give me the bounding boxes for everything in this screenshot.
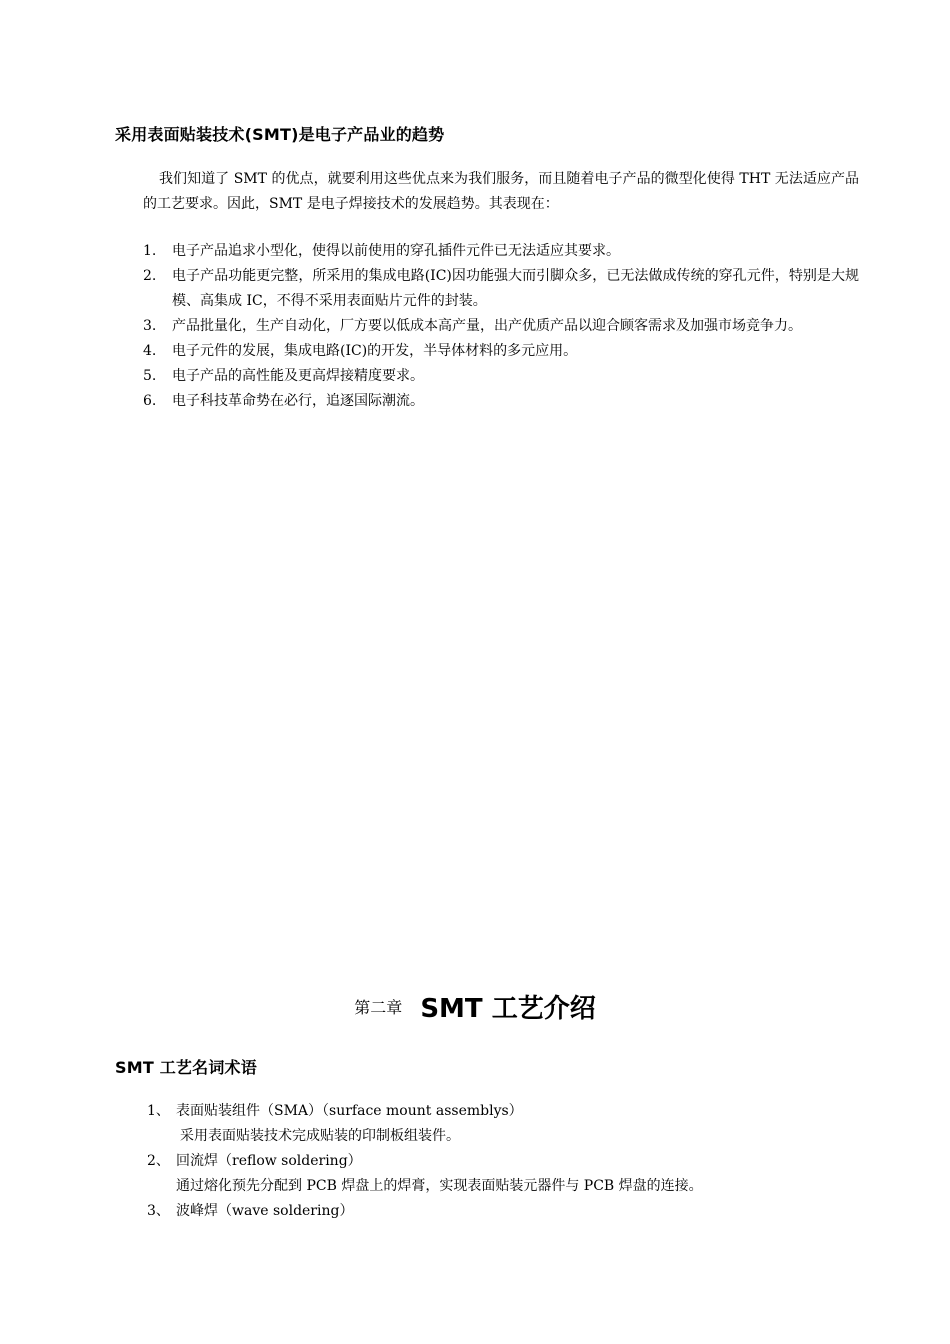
section-title-smt-trend: 采用表面贴装技术(SMT)是电子产品业的趋势 xyxy=(115,125,445,144)
list-item xyxy=(143,314,859,339)
list-item-text: 电子产品的高性能及更高焊接精度要求。 xyxy=(172,368,424,384)
chapter-title: SMT 工艺介绍 xyxy=(420,994,596,1024)
list-item-number: 3. xyxy=(143,318,157,334)
term-item xyxy=(147,1099,863,1124)
list-item-number: 5. xyxy=(143,368,157,384)
intro-paragraph: 我们知道了 SMT 的优点，就要利用这些优点来为我们服务，而且随着电子产品的微型化使得 THT 无法适应产品的工艺要求。因此，SMT 是电子焊接技术的发展趋势。其表现在： xyxy=(143,171,859,212)
list-item-text: 产品批量化，生产自动化，厂方要以低成本高产量，出产优质产品以迎合顾客需求及加强市场竞争力。 xyxy=(172,318,802,334)
list-item-text: 电子元件的发展，集成电路(IC)的开发，半导体材料的多元应用。 xyxy=(172,343,578,359)
list-item xyxy=(143,339,859,364)
list-item-text: 电子科技革命势在必行，追逐国际潮流。 xyxy=(172,393,424,409)
list-item-text: 电子产品功能更完整，所采用的集成电路(IC)因功能强大而引脚众多，已无法做成传统的穿孔元件，特别是大规模、高集成 IC，不得不采用表面贴片元件的封装。 xyxy=(172,268,859,309)
term-description: 通过熔化预先分配到 PCB 焊盘上的焊膏，实现表面贴装元器件与 PCB 焊盘的连接。 xyxy=(176,1178,703,1194)
chapter-number: 第二章 xyxy=(354,998,403,1017)
term-item xyxy=(147,1149,863,1174)
term-name: 表面贴装组件（SMA）（surface mount assemblys） xyxy=(176,1103,523,1119)
terms-list xyxy=(147,1099,863,1224)
term-number: 3、 xyxy=(147,1203,170,1219)
term-name: 回流焊（reflow soldering） xyxy=(176,1153,362,1169)
term-item xyxy=(147,1199,863,1224)
list-item-number: 1. xyxy=(143,243,157,259)
list-item xyxy=(143,264,859,314)
list-item xyxy=(143,389,859,414)
section-title-smt-terms: SMT 工艺名词术语 xyxy=(115,1058,257,1077)
list-item xyxy=(143,239,859,264)
list-item xyxy=(143,364,859,389)
term-number: 1、 xyxy=(147,1103,170,1119)
chapter-heading xyxy=(0,988,950,1025)
list-item-number: 2. xyxy=(143,268,157,284)
list-item-number: 4. xyxy=(143,343,157,359)
list-item-text: 电子产品追求小型化，使得以前使用的穿孔插件元件已无法适应其要求。 xyxy=(172,243,620,259)
trend-list xyxy=(143,239,859,414)
term-number: 2、 xyxy=(147,1153,170,1169)
term-name: 波峰焊（wave soldering） xyxy=(176,1203,354,1219)
list-item-number: 6. xyxy=(143,393,157,409)
term-description: 采用表面贴装技术完成贴装的印制板组装件。 xyxy=(180,1128,460,1144)
